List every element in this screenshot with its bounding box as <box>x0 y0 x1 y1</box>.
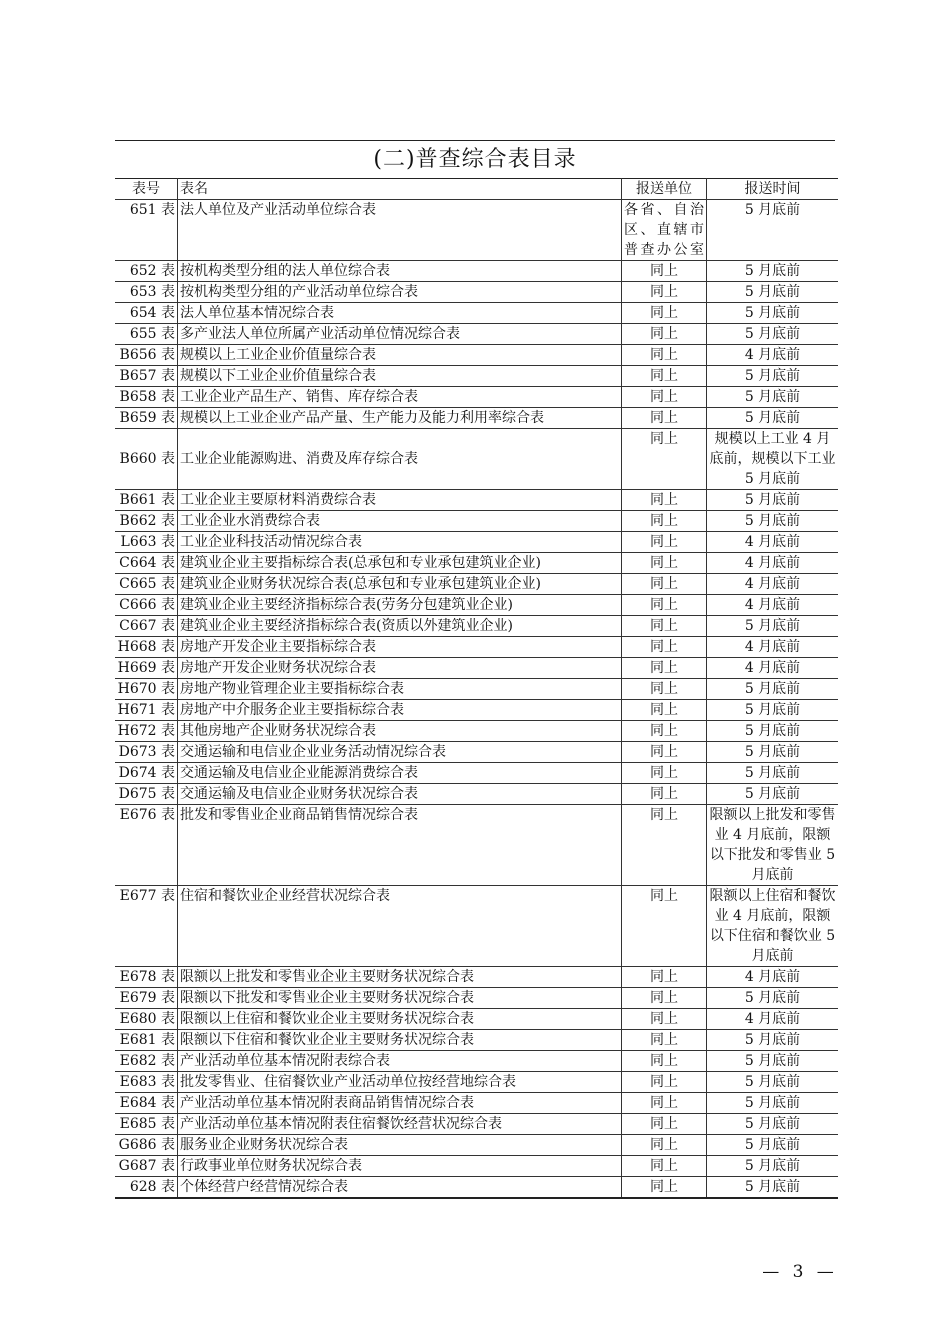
row-name: 建筑业企业主要经济指标综合表(劳务分包建筑业企业) <box>178 595 622 616</box>
row-name: 按机构类型分组的产业活动单位综合表 <box>178 282 622 303</box>
row-unit: 各省、自治区、直辖市普查办公室 <box>622 200 707 261</box>
table-row <box>115 700 838 721</box>
row-time: 5 月底前 <box>707 200 839 261</box>
table-row <box>115 967 838 988</box>
row-unit: 同上 <box>622 988 707 1009</box>
row-time: 4 月底前 <box>707 345 839 366</box>
row-code: E677 表 <box>115 886 178 967</box>
row-code: E676 表 <box>115 805 178 886</box>
row-unit: 同上 <box>622 763 707 784</box>
row-name: 工业企业能源购进、消费及库存综合表 <box>178 429 622 490</box>
row-time: 5 月底前 <box>707 1072 839 1093</box>
row-name: 批发零售业、住宿餐饮业产业活动单位按经营地综合表 <box>178 1072 622 1093</box>
row-unit: 同上 <box>622 553 707 574</box>
row-code: E681 表 <box>115 1030 178 1051</box>
row-time: 限额以上批发和零售业 4 月底前，限额以下批发和零售业 5 月底前 <box>707 805 839 886</box>
table-row <box>115 408 838 429</box>
row-name: 限额以上住宿和餐饮业企业主要财务状况综合表 <box>178 1009 622 1030</box>
row-unit: 同上 <box>622 1009 707 1030</box>
table-row <box>115 532 838 553</box>
row-code: B659 表 <box>115 408 178 429</box>
row-time: 4 月底前 <box>707 532 839 553</box>
table-row <box>115 1030 838 1051</box>
row-code: H669 表 <box>115 658 178 679</box>
row-unit: 同上 <box>622 1135 707 1156</box>
row-name: 交通运输及电信业企业能源消费综合表 <box>178 763 622 784</box>
row-code: G687 表 <box>115 1156 178 1177</box>
row-unit: 同上 <box>622 805 707 886</box>
row-name: 行政事业单位财务状况综合表 <box>178 1156 622 1177</box>
row-unit: 同上 <box>622 366 707 387</box>
row-code: B661 表 <box>115 490 178 511</box>
table-row <box>115 595 838 616</box>
title-rule <box>115 140 835 141</box>
row-name: 法人单位及产业活动单位综合表 <box>178 200 622 261</box>
row-time: 4 月底前 <box>707 553 839 574</box>
row-time: 4 月底前 <box>707 574 839 595</box>
row-time: 5 月底前 <box>707 763 839 784</box>
row-code: D673 表 <box>115 742 178 763</box>
row-unit: 同上 <box>622 595 707 616</box>
row-code: E678 表 <box>115 967 178 988</box>
table-row <box>115 988 838 1009</box>
table-header-row <box>115 179 838 200</box>
row-code: B656 表 <box>115 345 178 366</box>
row-time: 5 月底前 <box>707 1135 839 1156</box>
row-time: 5 月底前 <box>707 511 839 532</box>
row-name: 工业企业产品生产、销售、库存综合表 <box>178 387 622 408</box>
table-body <box>115 200 838 1199</box>
row-unit: 同上 <box>622 1156 707 1177</box>
row-time: 4 月底前 <box>707 658 839 679</box>
row-unit: 同上 <box>622 532 707 553</box>
table-row <box>115 1051 838 1072</box>
catalog-table <box>115 178 838 1199</box>
row-time: 5 月底前 <box>707 1177 839 1199</box>
row-unit: 同上 <box>622 282 707 303</box>
row-name: 按机构类型分组的法人单位综合表 <box>178 261 622 282</box>
row-unit: 同上 <box>622 637 707 658</box>
row-name: 产业活动单位基本情况附表住宿餐饮经营状况综合表 <box>178 1114 622 1135</box>
row-code: 651 表 <box>115 200 178 261</box>
table-row <box>115 763 838 784</box>
table-row <box>115 1009 838 1030</box>
row-name: 建筑业企业财务状况综合表(总承包和专业承包建筑业企业) <box>178 574 622 595</box>
row-code: 628 表 <box>115 1177 178 1199</box>
row-name: 住宿和餐饮业企业经营状况综合表 <box>178 886 622 967</box>
row-unit: 同上 <box>622 742 707 763</box>
table-row <box>115 574 838 595</box>
table-row <box>115 637 838 658</box>
header-code: 表号 <box>115 179 178 200</box>
row-code: B660 表 <box>115 429 178 490</box>
row-time: 5 月底前 <box>707 742 839 763</box>
row-time: 5 月底前 <box>707 1051 839 1072</box>
row-unit: 同上 <box>622 967 707 988</box>
row-time: 5 月底前 <box>707 616 839 637</box>
row-time: 4 月底前 <box>707 595 839 616</box>
row-name: 工业企业主要原材料消费综合表 <box>178 490 622 511</box>
row-code: E682 表 <box>115 1051 178 1072</box>
row-unit: 同上 <box>622 886 707 967</box>
row-time: 5 月底前 <box>707 366 839 387</box>
row-code: E685 表 <box>115 1114 178 1135</box>
row-time: 5 月底前 <box>707 387 839 408</box>
row-code: 655 表 <box>115 324 178 345</box>
row-name: 工业企业科技活动情况综合表 <box>178 532 622 553</box>
row-unit: 同上 <box>622 511 707 532</box>
row-code: E683 表 <box>115 1072 178 1093</box>
row-unit: 同上 <box>622 345 707 366</box>
row-unit: 同上 <box>622 616 707 637</box>
row-time: 5 月底前 <box>707 1114 839 1135</box>
row-name: 交通运输和电信业企业业务活动情况综合表 <box>178 742 622 763</box>
row-name: 产业活动单位基本情况附表综合表 <box>178 1051 622 1072</box>
row-code: C664 表 <box>115 553 178 574</box>
row-name: 多产业法人单位所属产业活动单位情况综合表 <box>178 324 622 345</box>
row-name: 建筑业企业主要指标综合表(总承包和专业承包建筑业企业) <box>178 553 622 574</box>
row-name: 房地产中介服务企业主要指标综合表 <box>178 700 622 721</box>
row-name: 限额以下批发和零售业企业主要财务状况综合表 <box>178 988 622 1009</box>
row-unit: 同上 <box>622 721 707 742</box>
row-unit: 同上 <box>622 324 707 345</box>
table-row <box>115 387 838 408</box>
table-row <box>115 721 838 742</box>
row-name: 房地产开发企业主要指标综合表 <box>178 637 622 658</box>
row-name: 个体经营户经营情况综合表 <box>178 1177 622 1199</box>
row-code: E680 表 <box>115 1009 178 1030</box>
row-code: B657 表 <box>115 366 178 387</box>
row-time: 5 月底前 <box>707 1156 839 1177</box>
row-time: 5 月底前 <box>707 408 839 429</box>
table-row <box>115 511 838 532</box>
row-name: 限额以上批发和零售业企业主要财务状况综合表 <box>178 967 622 988</box>
row-code: C665 表 <box>115 574 178 595</box>
row-unit: 同上 <box>622 1072 707 1093</box>
row-code: D675 表 <box>115 784 178 805</box>
row-unit: 同上 <box>622 429 707 490</box>
row-code: C666 表 <box>115 595 178 616</box>
row-name: 批发和零售业企业商品销售情况综合表 <box>178 805 622 886</box>
row-code: G686 表 <box>115 1135 178 1156</box>
row-time: 规模以上工业 4 月底前，规模以下工业 5 月底前 <box>707 429 839 490</box>
row-unit: 同上 <box>622 408 707 429</box>
row-name: 产业活动单位基本情况附表商品销售情况综合表 <box>178 1093 622 1114</box>
table-row <box>115 1177 838 1199</box>
row-code: 653 表 <box>115 282 178 303</box>
row-unit: 同上 <box>622 700 707 721</box>
table-row <box>115 784 838 805</box>
table-row <box>115 200 838 261</box>
row-name: 服务业企业财务状况综合表 <box>178 1135 622 1156</box>
table-row <box>115 805 838 886</box>
row-time: 5 月底前 <box>707 324 839 345</box>
row-unit: 同上 <box>622 679 707 700</box>
table-row <box>115 886 838 967</box>
table-row <box>115 658 838 679</box>
row-time: 5 月底前 <box>707 1030 839 1051</box>
table-row <box>115 1093 838 1114</box>
table-row <box>115 1156 838 1177</box>
table-row <box>115 366 838 387</box>
row-name: 规模以下工业企业价值量综合表 <box>178 366 622 387</box>
row-time: 5 月底前 <box>707 490 839 511</box>
header-time: 报送时间 <box>707 179 839 200</box>
row-code: 652 表 <box>115 261 178 282</box>
row-name: 房地产开发企业财务状况综合表 <box>178 658 622 679</box>
row-name: 交通运输及电信业企业财务状况综合表 <box>178 784 622 805</box>
row-time: 5 月底前 <box>707 679 839 700</box>
table-row <box>115 1114 838 1135</box>
row-code: H671 表 <box>115 700 178 721</box>
row-name: 规模以上工业企业价值量综合表 <box>178 345 622 366</box>
row-time: 4 月底前 <box>707 1009 839 1030</box>
table-row <box>115 324 838 345</box>
row-time: 5 月底前 <box>707 784 839 805</box>
row-time: 4 月底前 <box>707 637 839 658</box>
row-name: 法人单位基本情况综合表 <box>178 303 622 324</box>
table-row <box>115 261 838 282</box>
row-unit: 同上 <box>622 490 707 511</box>
header-name: 表名 <box>178 179 622 200</box>
row-unit: 同上 <box>622 1030 707 1051</box>
row-name: 限额以下住宿和餐饮业企业主要财务状况综合表 <box>178 1030 622 1051</box>
row-name: 规模以上工业企业产品产量、生产能力及能力利用率综合表 <box>178 408 622 429</box>
row-time: 5 月底前 <box>707 988 839 1009</box>
row-unit: 同上 <box>622 1093 707 1114</box>
row-unit: 同上 <box>622 1114 707 1135</box>
row-name: 工业企业水消费综合表 <box>178 511 622 532</box>
row-unit: 同上 <box>622 387 707 408</box>
row-unit: 同上 <box>622 1051 707 1072</box>
page-title: (二)普查综合表目录 <box>373 147 577 172</box>
row-code: C667 表 <box>115 616 178 637</box>
table-row <box>115 303 838 324</box>
row-unit: 同上 <box>622 261 707 282</box>
row-code: H672 表 <box>115 721 178 742</box>
table-row <box>115 616 838 637</box>
table-row <box>115 490 838 511</box>
row-code: 654 表 <box>115 303 178 324</box>
table-row <box>115 282 838 303</box>
row-unit: 同上 <box>622 658 707 679</box>
row-name: 建筑业企业主要经济指标综合表(资质以外建筑业企业) <box>178 616 622 637</box>
table-row <box>115 1135 838 1156</box>
row-time: 5 月底前 <box>707 282 839 303</box>
row-name: 房地产物业管理企业主要指标综合表 <box>178 679 622 700</box>
table-row <box>115 345 838 366</box>
row-time: 5 月底前 <box>707 700 839 721</box>
row-time: 5 月底前 <box>707 1093 839 1114</box>
table-row <box>115 1072 838 1093</box>
table-row <box>115 553 838 574</box>
row-time: 限额以上住宿和餐饮业 4 月底前，限额以下住宿和餐饮业 5 月底前 <box>707 886 839 967</box>
table-row <box>115 679 838 700</box>
row-code: B662 表 <box>115 511 178 532</box>
row-name: 其他房地产企业财务状况综合表 <box>178 721 622 742</box>
row-time: 5 月底前 <box>707 303 839 324</box>
row-code: L663 表 <box>115 532 178 553</box>
table-row <box>115 742 838 763</box>
row-code: D674 表 <box>115 763 178 784</box>
row-code: H670 表 <box>115 679 178 700</box>
row-code: E684 表 <box>115 1093 178 1114</box>
row-unit: 同上 <box>622 574 707 595</box>
row-unit: 同上 <box>622 303 707 324</box>
row-time: 5 月底前 <box>707 261 839 282</box>
row-unit: 同上 <box>622 1177 707 1199</box>
row-code: H668 表 <box>115 637 178 658</box>
row-time: 5 月底前 <box>707 721 839 742</box>
table-row <box>115 429 838 490</box>
header-unit: 报送单位 <box>622 179 707 200</box>
row-unit: 同上 <box>622 784 707 805</box>
page-number: — 3 — <box>762 1262 838 1282</box>
row-code: B658 表 <box>115 387 178 408</box>
row-code: E679 表 <box>115 988 178 1009</box>
row-time: 4 月底前 <box>707 967 839 988</box>
